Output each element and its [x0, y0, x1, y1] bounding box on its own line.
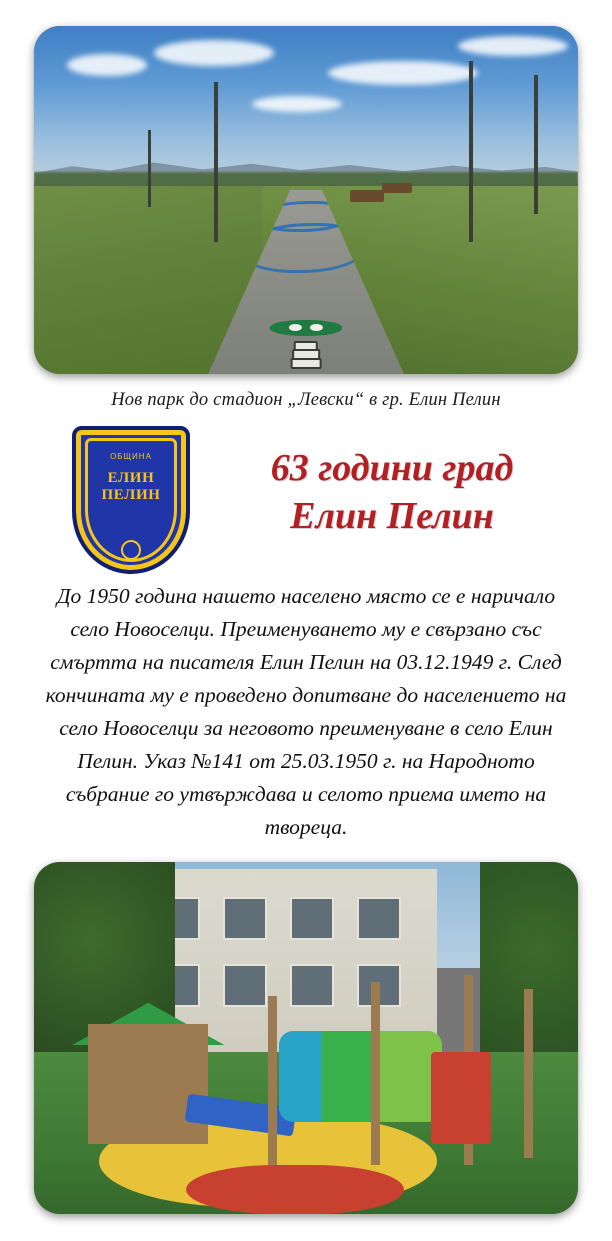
window	[290, 964, 334, 1007]
window	[223, 897, 267, 940]
lamp-post	[534, 75, 538, 214]
page-title-line2: Елин Пелин	[290, 495, 494, 537]
window	[223, 964, 267, 1007]
red-rubber-mat	[186, 1165, 404, 1214]
playhouse	[88, 1024, 208, 1144]
playground-scene	[34, 862, 578, 1214]
park-scene	[34, 26, 578, 374]
caterpillar-climber	[279, 1031, 442, 1123]
page-title	[196, 444, 588, 540]
coat-of-arms-name	[72, 470, 190, 504]
park-bench	[382, 183, 412, 193]
page-title-line1: 63 години град	[270, 447, 514, 489]
red-climbing-panel	[431, 1052, 491, 1144]
wooden-post	[268, 996, 277, 1165]
coat-of-arms	[72, 426, 190, 574]
window	[290, 897, 334, 940]
wooden-post	[524, 989, 533, 1158]
coat-of-arms-name-line2: ПЕЛИН	[101, 487, 161, 503]
park-bench	[350, 190, 384, 202]
coat-of-arms-name-line1: ЕЛИН	[107, 470, 155, 486]
body-paragraph: До 1950 година нашето населено място се е наричало село Новоселци. Преименуването му е свързано със смъртта на писателя Елин Пелин на 03.12.1949 г. След кончината му е проведено допитване до населението на село Новоселци за неговото преименуване в село Елин Пелин. Указ №141 от 25.03.1950 г. на Народното събрание го утвърждава и селото приема името на твореца.	[45, 584, 567, 839]
lamp-post	[214, 82, 218, 242]
wooden-post	[371, 982, 380, 1165]
cloud-icon	[252, 96, 342, 112]
coat-of-arms-ornament-icon	[121, 540, 141, 560]
alley-artwork	[267, 297, 345, 371]
dragon-painting	[270, 320, 342, 336]
lamp-post	[469, 61, 473, 242]
cloud-icon	[154, 40, 274, 66]
coat-of-arms-top-label: ОБЩИНА	[110, 452, 152, 461]
hopscotch-square	[294, 341, 318, 352]
lamp-post	[148, 130, 151, 207]
cloud-icon	[67, 54, 147, 76]
cloud-icon	[328, 61, 478, 85]
photo-caption: Нов парк до стадион „Левски“ в гр. Елин Пелин	[111, 390, 501, 410]
heading-row	[0, 424, 612, 574]
window	[357, 897, 401, 940]
playground-photo	[34, 862, 578, 1214]
park-photo	[34, 26, 578, 374]
